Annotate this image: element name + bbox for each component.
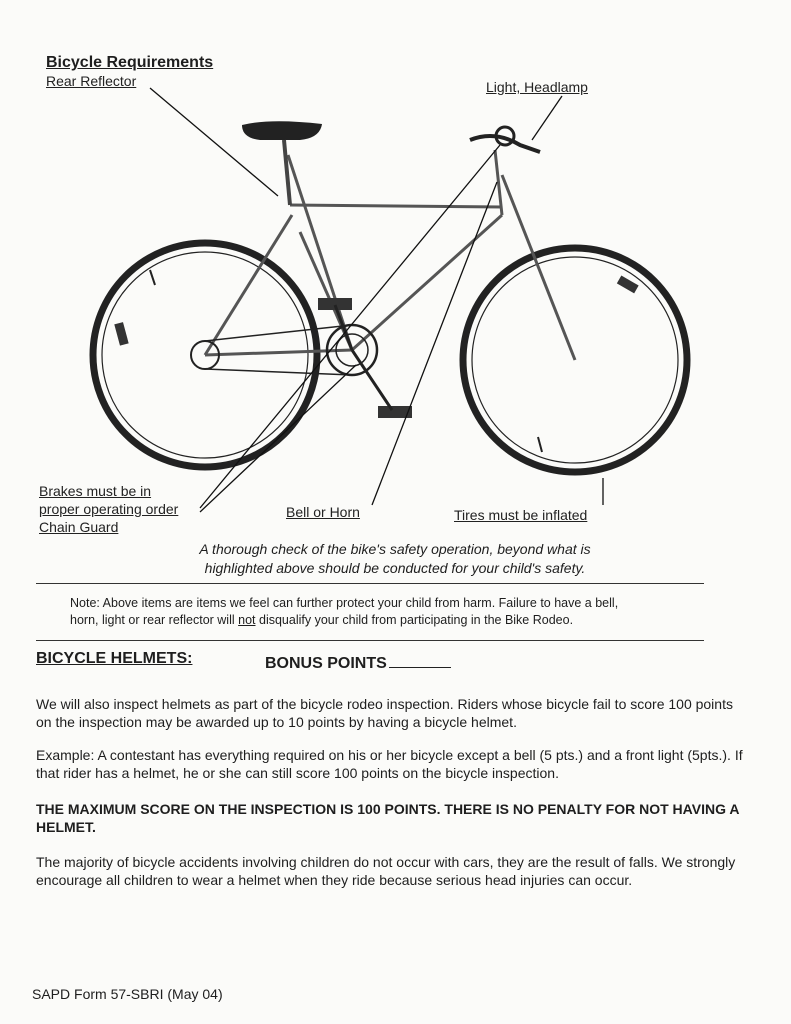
divider-top <box>36 583 704 584</box>
bonus-points-blank <box>389 653 451 668</box>
bonus-points-heading: BONUS POINTS <box>265 653 451 673</box>
safety-check-note: A thorough check of the bike's safety operation, beyond what is highlighted above should be conducted for your child's safety. <box>199 541 591 576</box>
label-brakes-line1: Brakes must be in <box>39 483 152 499</box>
label-tires-inflated: Tires must be inflated <box>454 507 588 523</box>
label-brakes-line2: proper operating order <box>39 501 179 517</box>
disqualification-note: Note: Above items are items we feel can further protect your child from harm. Failure to have a bell, horn, light or rear reflector will not disqualify your child from participating in the Bike Rodeo. <box>70 596 619 627</box>
max-score-paragraph: THE MAXIMUM SCORE ON THE INSPECTION IS 100 POINTS. THERE IS NO PENALTY FOR NOT HAVING A HELMET. <box>36 801 739 835</box>
form-number-footer: SAPD Form 57-SBRI (May 04) <box>32 986 223 1002</box>
helmet-inspection-paragraph: We will also inspect helmets as part of the bicycle rodeo inspection. Riders whose bicycle fail to score 100 points on the inspection may be awarded up to 10 points by having a bicycle helmet. <box>36 696 733 730</box>
label-rear-reflector: Rear Reflector <box>46 73 137 89</box>
label-chain-guard: Chain Guard <box>39 519 119 535</box>
page-title: Bicycle Requirements <box>46 54 214 71</box>
label-bell-or-horn: Bell or Horn <box>286 504 360 520</box>
label-light-headlamp: Light, Headlamp <box>486 79 588 95</box>
divider-bottom <box>36 640 704 641</box>
example-paragraph: Example: A contestant has everything required on his or her bicycle except a bell (5 pts.) and a front light (5pts.). If that rider has a helmet, he or she can still score 100 points on the bicycle inspection. <box>36 747 743 781</box>
helmets-heading: BICYCLE HELMETS: <box>36 650 193 667</box>
accidents-paragraph: The majority of bicycle accidents involving children do not occur with cars, they are the result of falls. We strongly encourage all children to wear a helmet when they ride because serious head injuries can occur. <box>36 854 736 888</box>
emphasis-not: not <box>238 613 256 627</box>
